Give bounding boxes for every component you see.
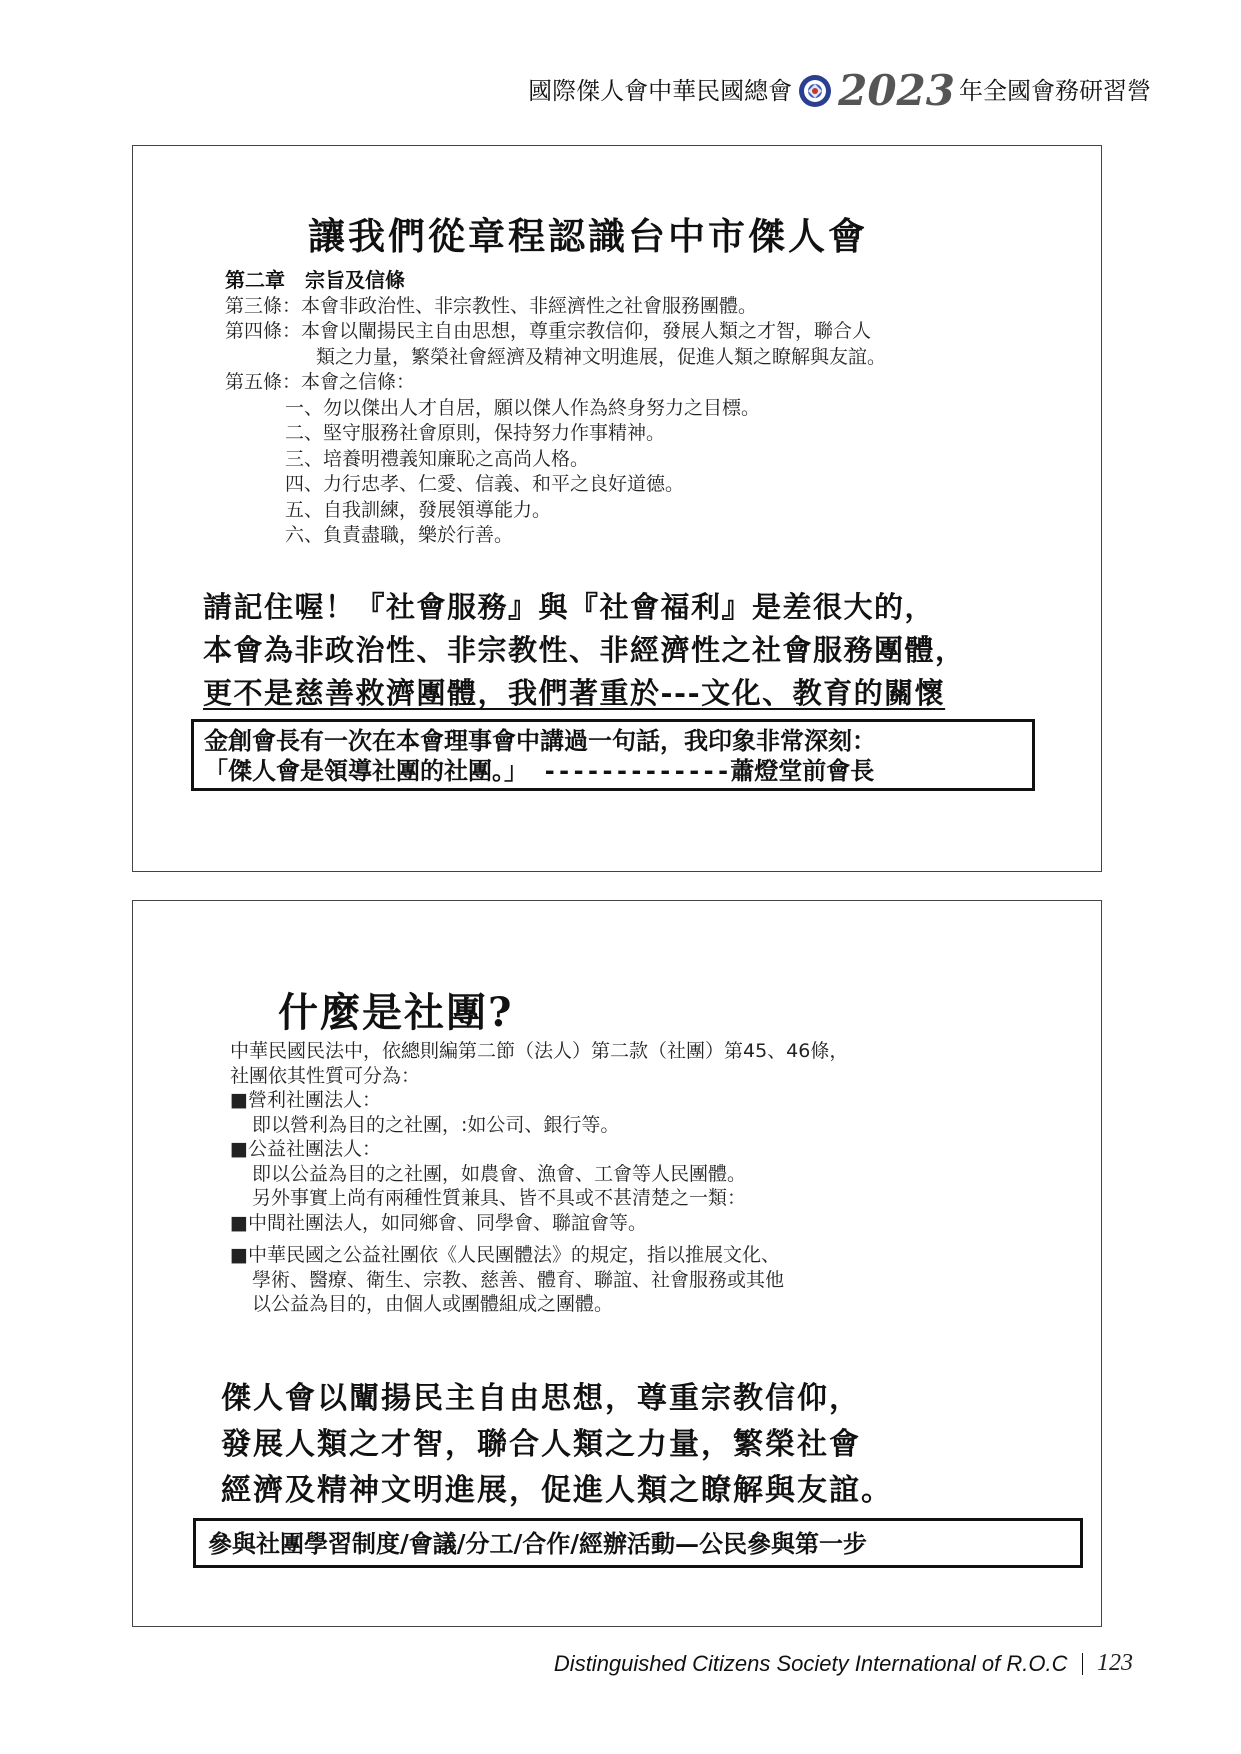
emphasis-line: 傑人會以闡揚民主自由思想，尊重宗教信仰， bbox=[221, 1381, 861, 1416]
header-org-name: 國際傑人會中華民國總會 bbox=[528, 77, 793, 105]
body-line: 中華民國民法中，依總則編第二節（法人）第二款（社團）第45、46條， bbox=[230, 1040, 849, 1062]
creed-item: 六、負責盡職，樂於行善。 bbox=[285, 524, 514, 546]
body-line: 即以公益為目的之社團，如農會、漁會、工會等人民團體。 bbox=[252, 1162, 747, 1185]
page-header bbox=[528, 66, 1151, 115]
body-line: 社團依其性質可分為： bbox=[230, 1064, 421, 1087]
creed-item: 一、勿以傑出人才自居，願以傑人作為終身努力之目標。 bbox=[285, 396, 761, 419]
quote-box bbox=[191, 719, 1035, 791]
emphasis-line: 請記住喔！『社會服務』與『社會福利』是差很大的， bbox=[203, 590, 936, 624]
body-line: 另外事實上尚有兩種性質兼具、皆不具或不甚清楚之一類： bbox=[252, 1187, 747, 1209]
footer-society-name: Distinguished Citizens Society International of R.O.C bbox=[553, 1650, 1068, 1676]
body-line: 學術、醫療、衛生、宗教、慈善、體育、聯誼、社會服務或其他 bbox=[252, 1268, 785, 1291]
quote-line: 金創會長有一次在本會理事會中講過一句話，我印象非常深刻： bbox=[204, 727, 876, 755]
slide-charter bbox=[132, 145, 1102, 872]
bullet-item: ■公益社團法人： bbox=[230, 1138, 381, 1160]
article-4-cont: 類之力量，繁榮社會經濟及精神文明進展，促進人類之瞭解與友誼。 bbox=[316, 345, 887, 368]
creed-item: 二、堅守服務社會原則，保持努力作事精神。 bbox=[285, 422, 666, 444]
quote-line: 「傑人會是領導社團的社團。」 -------------蕭燈堂前會長 bbox=[204, 757, 875, 785]
chapter-heading: 第二章 宗旨及信條 bbox=[225, 268, 405, 292]
body-line: 即以營利為目的之社團，:如公司、銀行等。 bbox=[252, 1113, 620, 1136]
slide2-emphasis bbox=[221, 1376, 893, 1514]
body-line: 以公益為目的，由個人或團體組成之團體。 bbox=[252, 1293, 614, 1315]
emphasis-line: 本會為非政治性、非宗教性、非經濟性之社會服務團體， bbox=[203, 633, 966, 667]
page-number: 123 bbox=[1097, 1650, 1133, 1676]
header-year: 2023 bbox=[838, 66, 955, 115]
slide1-body bbox=[225, 268, 886, 549]
bullet-item: ■營利社團法人： bbox=[230, 1089, 381, 1111]
bullet-item: ■中間社團法人，如同鄉會、同學會、聯誼會等。 bbox=[230, 1211, 647, 1234]
emphasis-line-underlined: 更不是慈善救濟團體，我們著重於---文化、教育的關懷 bbox=[203, 676, 946, 710]
page-footer bbox=[554, 1650, 1133, 1677]
slide2-title: 什麼是社團? bbox=[278, 989, 514, 1036]
slide1-title: 讓我們從章程認識台中市傑人會 bbox=[308, 214, 868, 258]
slide1-emphasis bbox=[203, 586, 966, 715]
article-4: 第四條：本會以闡揚民主自由思想，尊重宗教信仰，發展人類之才智，聯合人 bbox=[225, 320, 872, 342]
civic-participation-box: 參與社團學習制度/會議/分工/合作/經辦活動—公民參與第一步 bbox=[193, 1518, 1083, 1568]
emphasis-line: 經濟及精神文明進展，促進人類之瞭解與友誼。 bbox=[221, 1473, 893, 1508]
creed-item: 四、力行忠孝、仁愛、信義、和平之良好道德。 bbox=[285, 473, 685, 495]
header-camp-title: 年全國會務研習營 bbox=[959, 77, 1151, 105]
article-5: 第五條：本會之信條： bbox=[225, 371, 416, 393]
dcsi-logo-icon bbox=[798, 74, 832, 108]
emphasis-line: 發展人類之才智，聯合人類之力量，繁榮社會 bbox=[221, 1427, 861, 1462]
slide2-body bbox=[230, 1039, 848, 1317]
creed-item: 三、培養明禮義知廉恥之高尚人格。 bbox=[285, 447, 590, 470]
bullet-item: ■中華民國之公益社團依《人民團體法》的規定，指以推展文化、 bbox=[230, 1244, 780, 1266]
creed-item: 五、自我訓練，發展領導能力。 bbox=[285, 498, 552, 521]
slide-what-is-society bbox=[132, 900, 1102, 1627]
article-3: 第三條：本會非政治性、非宗教性、非經濟性之社會服務團體。 bbox=[225, 294, 758, 317]
footer-divider bbox=[1082, 1653, 1084, 1675]
